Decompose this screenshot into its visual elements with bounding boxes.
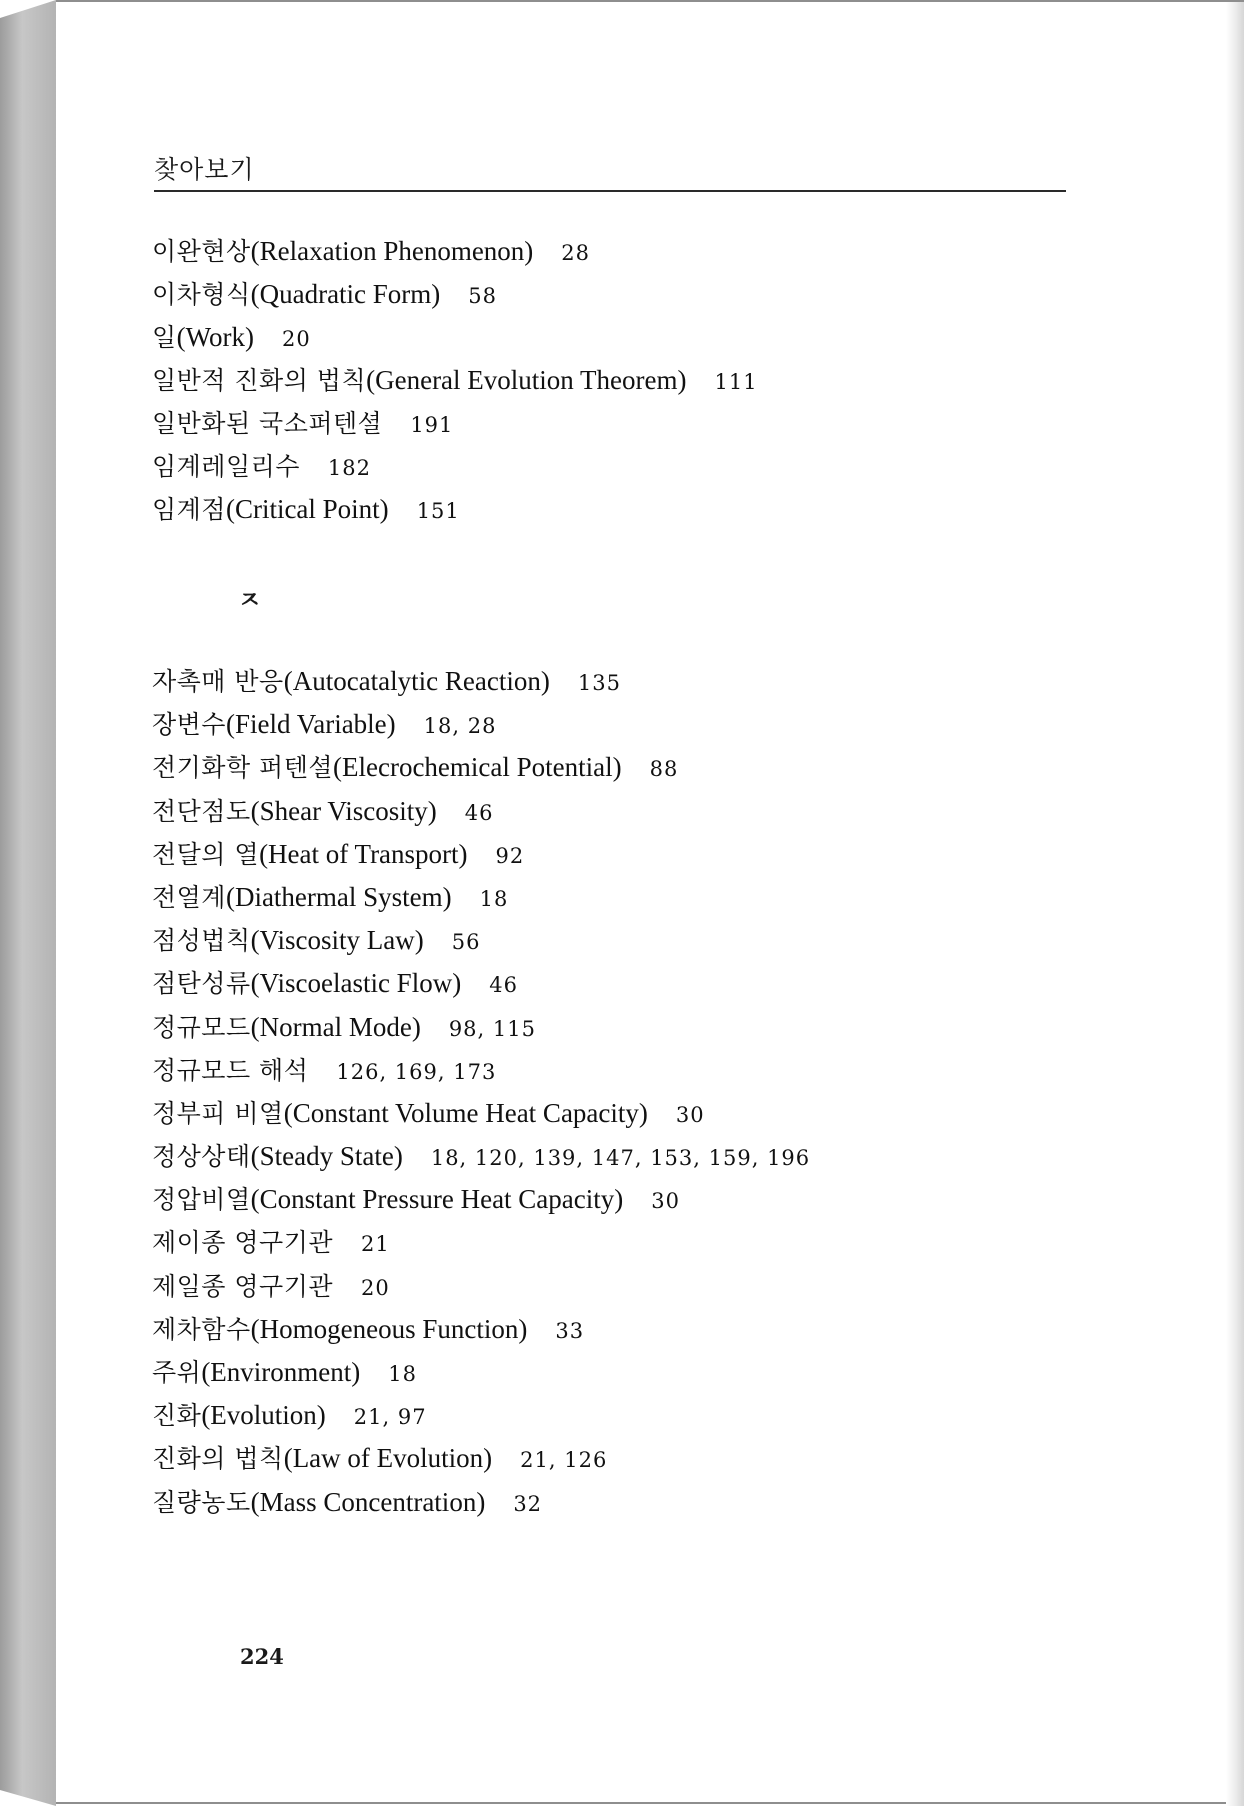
- index-entry: [152, 876, 1052, 919]
- term-english: (Constant Pressure Heat Capacity): [250, 1184, 624, 1215]
- term-english: (Mass Concentration): [250, 1486, 486, 1517]
- page-refs: 30: [651, 1189, 680, 1214]
- term-korean: 이차형식: [152, 280, 251, 309]
- page-refs: 20: [361, 1275, 390, 1300]
- index-entry: [152, 230, 1052, 273]
- term-korean: 점성법칙: [152, 926, 251, 956]
- index-entry: [152, 1308, 1052, 1351]
- index-list-group-1: [152, 230, 1052, 531]
- page-refs: 182: [327, 456, 371, 480]
- term-english: (Relaxation Phenomenon): [250, 236, 534, 266]
- term-korean: 이완현상: [152, 237, 251, 266]
- term-english: (Shear Viscosity): [250, 795, 437, 826]
- header-rule: [154, 190, 1066, 192]
- term-korean: 제차함수: [152, 1314, 251, 1344]
- term-english: (Work): [176, 322, 254, 352]
- page-refs: 18: [388, 1362, 418, 1386]
- index-entry: [152, 1049, 1052, 1092]
- page-refs: 20: [281, 327, 311, 351]
- page-refs: 135: [577, 671, 621, 695]
- running-header: 찾아보기: [154, 155, 255, 184]
- term-english: (Viscoelastic Flow): [250, 968, 462, 999]
- term-korean: 전열계: [152, 882, 226, 912]
- term-korean: 정규모드: [152, 1012, 251, 1042]
- term-korean: 진화의 법칙: [152, 1444, 284, 1474]
- index-entry: [152, 1351, 1052, 1394]
- term-korean: 정부피 비열: [152, 1098, 284, 1128]
- term-korean: 질량농도: [152, 1487, 251, 1517]
- index-entry: [152, 273, 1052, 316]
- index-entry: [152, 1265, 1052, 1308]
- section-letter: ㅈ: [238, 586, 262, 614]
- term-english: (Normal Mode): [250, 1011, 421, 1042]
- page-refs: 21, 126: [520, 1448, 608, 1473]
- page-refs: 28: [561, 241, 591, 265]
- term-english: (Environment): [201, 1357, 361, 1387]
- index-entry: [152, 660, 1052, 703]
- index-entry: [152, 1437, 1052, 1480]
- index-entry: [152, 1006, 1052, 1049]
- index-list-group-2: [152, 660, 1052, 1524]
- term-korean: 일반화된 국소퍼텐셜: [152, 409, 383, 438]
- page-refs: 56: [451, 930, 481, 955]
- term-korean: 정압비열: [152, 1185, 251, 1215]
- page-refs: 46: [489, 973, 518, 998]
- page-refs: 151: [416, 499, 460, 523]
- index-entry: [152, 1394, 1052, 1437]
- page-refs: 92: [495, 843, 525, 868]
- index-entry: [152, 703, 1052, 746]
- page-refs: 58: [468, 284, 498, 308]
- index-entry: [152, 746, 1052, 789]
- page-refs: 33: [555, 1318, 585, 1343]
- index-entry: [152, 1135, 1052, 1178]
- page-refs: 18, 28: [423, 714, 497, 739]
- index-entry: [152, 1481, 1052, 1524]
- page-edge-shadow: [1226, 2, 1244, 1806]
- index-entry: [152, 833, 1052, 876]
- index-entry: [152, 402, 1052, 445]
- term-korean: 전기화학 퍼텐셜: [152, 753, 333, 783]
- term-korean: 정상상태: [152, 1142, 251, 1172]
- index-entry: [152, 488, 1052, 531]
- page-refs: 18: [479, 886, 509, 911]
- term-english: (Elecrochemical Potential): [333, 752, 622, 783]
- page-refs: 191: [410, 413, 454, 437]
- page-number: 224: [240, 1644, 284, 1669]
- term-korean: 점탄성류: [152, 969, 251, 999]
- term-english: (Viscosity Law): [250, 925, 424, 956]
- term-english: (Homogeneous Function): [250, 1313, 528, 1344]
- term-english: (Heat of Transport): [259, 838, 468, 869]
- term-korean: 진화: [152, 1401, 202, 1431]
- index-entry: [152, 1092, 1052, 1135]
- index-entry: [152, 316, 1052, 359]
- page-refs: 98, 115: [448, 1016, 536, 1041]
- index-entry: [152, 445, 1052, 488]
- page-refs: 21, 97: [353, 1405, 427, 1430]
- term-english: (Constant Volume Heat Capacity): [283, 1097, 648, 1128]
- term-english: (Law of Evolution): [283, 1443, 493, 1474]
- term-korean: 주위: [152, 1358, 202, 1387]
- page-refs: 32: [513, 1491, 543, 1516]
- term-english: (Autocatalytic Reaction): [283, 666, 550, 696]
- term-korean: 정규모드 해석: [152, 1055, 309, 1085]
- term-korean: 임계점: [152, 495, 226, 524]
- term-korean: 제일종 영구기관: [152, 1271, 333, 1301]
- page-refs: 18, 120, 139, 147, 153, 159, 196: [430, 1146, 811, 1171]
- term-korean: 전달의 열: [152, 839, 260, 869]
- term-english: (General Evolution Theorem): [366, 365, 687, 395]
- index-entry: [152, 919, 1052, 962]
- index-entry: [152, 790, 1052, 833]
- term-korean: 일반적 진화의 법칙: [152, 366, 367, 395]
- term-english: (Diathermal System): [225, 881, 452, 912]
- index-entry: [152, 1221, 1052, 1264]
- term-korean: 자촉매 반응: [152, 667, 284, 696]
- term-korean: 장변수: [152, 710, 226, 740]
- index-entry: [152, 962, 1052, 1005]
- term-english: (Evolution): [201, 1400, 326, 1431]
- term-korean: 전단점도: [152, 796, 251, 826]
- page-refs: 46: [464, 800, 494, 825]
- term-english: (Critical Point): [225, 494, 389, 524]
- term-korean: 임계레일리수: [152, 452, 300, 481]
- term-korean: 일: [152, 323, 177, 352]
- term-english: (Steady State): [250, 1141, 403, 1172]
- term-korean: 제이종 영구기관: [152, 1228, 333, 1258]
- book-spine: [0, 0, 57, 1806]
- term-english: (Field Variable): [225, 709, 396, 740]
- page-refs: 30: [675, 1102, 705, 1127]
- index-entry: [152, 1178, 1052, 1221]
- page-refs: 126, 169, 173: [336, 1059, 497, 1084]
- page-refs: 88: [649, 757, 679, 782]
- page-refs: 21: [361, 1232, 390, 1257]
- page-refs: 111: [714, 370, 758, 394]
- index-entry: [152, 359, 1052, 402]
- term-english: (Quadratic Form): [250, 279, 441, 309]
